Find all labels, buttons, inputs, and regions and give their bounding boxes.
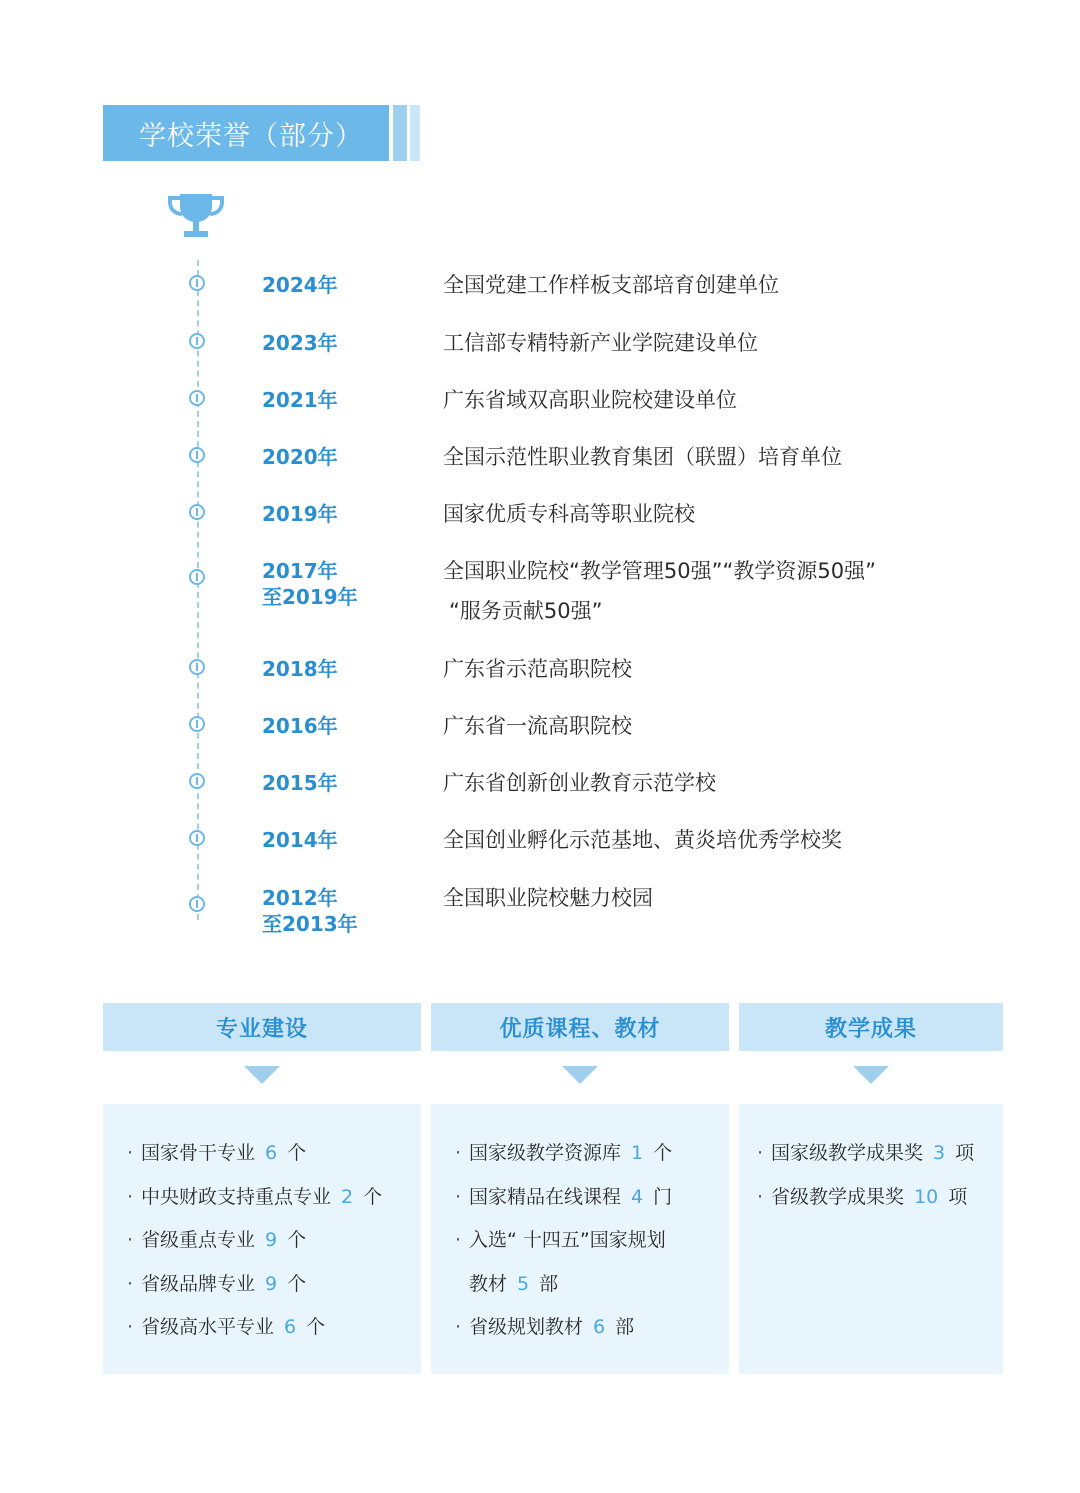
list-item bbox=[455, 1306, 729, 1350]
timeline-year bbox=[262, 444, 338, 470]
timeline-year-line: 2019年 bbox=[262, 502, 338, 526]
item-count: 5 bbox=[517, 1272, 530, 1295]
item-unit: 部 bbox=[615, 1316, 635, 1338]
title-stripe-decoration bbox=[410, 105, 420, 161]
item-unit: 项 bbox=[955, 1142, 975, 1164]
timeline-year bbox=[262, 501, 338, 527]
item-count: 6 bbox=[265, 1142, 278, 1164]
item-label: 省级品牌专业 bbox=[141, 1272, 256, 1295]
timeline-dot bbox=[189, 504, 205, 520]
timeline-dot bbox=[189, 390, 205, 406]
timeline-year bbox=[262, 387, 338, 413]
item-label: 省级高水平专业 bbox=[141, 1316, 275, 1338]
timeline-year bbox=[262, 272, 338, 298]
timeline-honor-line: 全国职业院校“教学管理50强”“教学资源50强” bbox=[443, 559, 876, 583]
timeline-dot bbox=[189, 447, 205, 463]
timeline-dot bbox=[189, 896, 205, 912]
timeline-year-line: 2014年 bbox=[262, 828, 338, 852]
item-unit: 项 bbox=[948, 1185, 968, 1208]
list-item bbox=[757, 1132, 1003, 1176]
list-item bbox=[455, 1263, 729, 1307]
timeline-honor-line: 广东省一流高职院校 bbox=[443, 714, 632, 738]
timeline-dot bbox=[189, 333, 205, 349]
list-item bbox=[455, 1219, 729, 1263]
bullet-icon: · bbox=[127, 1142, 134, 1164]
timeline-year-line: 至2019年 bbox=[262, 585, 358, 609]
timeline-honor-text bbox=[443, 820, 842, 860]
timeline-dot bbox=[189, 830, 205, 846]
timeline-honor-text bbox=[443, 706, 632, 746]
bullet-icon: · bbox=[455, 1185, 462, 1208]
item-count: 4 bbox=[631, 1185, 644, 1208]
timeline-dot bbox=[189, 716, 205, 732]
list-item bbox=[127, 1219, 421, 1263]
timeline-honor-text bbox=[443, 265, 779, 305]
item-unit: 门 bbox=[653, 1185, 673, 1208]
timeline-year-line: 2021年 bbox=[262, 388, 338, 412]
bullet-icon: · bbox=[127, 1316, 134, 1338]
timeline-honor-text bbox=[443, 878, 653, 918]
list-item bbox=[127, 1263, 421, 1307]
timeline-year bbox=[262, 558, 358, 610]
timeline-year bbox=[262, 827, 338, 853]
timeline-honor-line: “服务贡献50强” bbox=[449, 599, 603, 623]
list-item bbox=[455, 1176, 729, 1220]
timeline-year bbox=[262, 770, 338, 796]
column-header: 专业建设 bbox=[103, 1003, 421, 1051]
bullet-icon: · bbox=[455, 1229, 462, 1251]
timeline-year bbox=[262, 713, 338, 739]
column-header: 优质课程、教材 bbox=[431, 1003, 729, 1051]
item-label: 国家精品在线课程 bbox=[469, 1185, 622, 1208]
bullet-icon: · bbox=[127, 1229, 134, 1251]
timeline-line bbox=[197, 260, 199, 920]
list-item bbox=[127, 1306, 421, 1350]
down-arrow-icon bbox=[562, 1066, 598, 1084]
item-count: 1 bbox=[631, 1142, 644, 1164]
bullet-icon: · bbox=[127, 1272, 134, 1295]
item-unit: 个 bbox=[306, 1316, 326, 1338]
timeline-year-line: 2016年 bbox=[262, 714, 338, 738]
item-label: 省级教学成果奖 bbox=[771, 1185, 905, 1208]
timeline-honor-text bbox=[443, 494, 695, 534]
item-label: 中央财政支持重点专业 bbox=[141, 1185, 332, 1208]
item-count: 6 bbox=[593, 1316, 606, 1338]
item-label: 入选“ 十四五”国家规划 bbox=[469, 1229, 666, 1251]
timeline-honor-line: 全国创业孵化示范基地、黄炎培优秀学校奖 bbox=[443, 828, 842, 852]
title-stripe-decoration bbox=[393, 105, 407, 161]
column-header: 教学成果 bbox=[739, 1003, 1003, 1051]
item-label: 省级规划教材 bbox=[469, 1316, 584, 1338]
trophy-icon bbox=[166, 192, 226, 242]
down-arrow-icon bbox=[853, 1066, 889, 1084]
column-content bbox=[103, 1104, 421, 1374]
item-unit: 个 bbox=[653, 1142, 673, 1164]
item-label: 国家骨干专业 bbox=[141, 1142, 256, 1164]
timeline-dot bbox=[189, 275, 205, 291]
timeline-dot bbox=[189, 659, 205, 675]
timeline-honor-text bbox=[443, 763, 716, 803]
list-item bbox=[127, 1132, 421, 1176]
timeline-year-line: 2017年 bbox=[262, 559, 338, 583]
item-unit: 个 bbox=[287, 1229, 307, 1251]
item-unit: 个 bbox=[363, 1185, 383, 1208]
timeline-honor-line: 全国党建工作样板支部培育创建单位 bbox=[443, 273, 779, 297]
timeline-honor-line: 全国职业院校魅力校园 bbox=[443, 886, 653, 910]
timeline-honor-text bbox=[443, 380, 737, 420]
item-label: 国家级教学成果奖 bbox=[771, 1142, 924, 1164]
bullet-icon: · bbox=[757, 1185, 764, 1208]
timeline-year bbox=[262, 330, 338, 356]
item-count: 2 bbox=[341, 1185, 354, 1208]
timeline-honor-line: 工信部专精特新产业学院建设单位 bbox=[443, 331, 758, 355]
timeline-honor-text bbox=[443, 323, 758, 363]
bullet-icon: · bbox=[757, 1142, 764, 1164]
timeline-year-line: 2018年 bbox=[262, 657, 338, 681]
bullet-icon: · bbox=[455, 1142, 462, 1164]
list-item bbox=[757, 1176, 1003, 1220]
column-content bbox=[739, 1104, 1003, 1374]
timeline-honor-line: 国家优质专科高等职业院校 bbox=[443, 502, 695, 526]
item-unit: 部 bbox=[539, 1272, 559, 1295]
list-item bbox=[127, 1176, 421, 1220]
column-content bbox=[431, 1104, 729, 1374]
item-label: 省级重点专业 bbox=[141, 1229, 256, 1251]
bullet-icon: · bbox=[127, 1185, 134, 1208]
timeline-year-line: 2024年 bbox=[262, 273, 338, 297]
timeline-year-line: 2015年 bbox=[262, 771, 338, 795]
item-unit: 个 bbox=[287, 1272, 307, 1295]
timeline-year-line: 2023年 bbox=[262, 331, 338, 355]
timeline-honor-text bbox=[443, 437, 842, 477]
timeline-year-line: 2020年 bbox=[262, 445, 338, 469]
down-arrow-icon bbox=[244, 1066, 280, 1084]
bullet-icon: · bbox=[455, 1316, 462, 1338]
timeline-honor-line: 广东省示范高职院校 bbox=[443, 657, 632, 681]
item-count: 3 bbox=[933, 1142, 946, 1164]
item-label: 国家级教学资源库 bbox=[469, 1142, 622, 1164]
timeline-honor-text bbox=[443, 649, 632, 689]
section-title: 学校荣誉（部分） bbox=[103, 105, 389, 161]
item-unit: 个 bbox=[287, 1142, 307, 1164]
timeline-honor-line: 广东省创新创业教育示范学校 bbox=[443, 771, 716, 795]
item-count: 9 bbox=[265, 1229, 278, 1251]
item-count: 6 bbox=[284, 1316, 297, 1338]
item-label: 教材 bbox=[469, 1272, 508, 1295]
timeline-dot bbox=[189, 773, 205, 789]
timeline-honor-line: 广东省域双高职业院校建设单位 bbox=[443, 388, 737, 412]
timeline-honor-text bbox=[443, 551, 876, 631]
list-item bbox=[455, 1132, 729, 1176]
timeline-year-line: 2012年 bbox=[262, 886, 338, 910]
timeline-honor-line: 全国示范性职业教育集团（联盟）培育单位 bbox=[443, 445, 842, 469]
item-count: 10 bbox=[914, 1185, 939, 1208]
item-count: 9 bbox=[265, 1272, 278, 1295]
timeline-year-line: 至2013年 bbox=[262, 912, 358, 936]
timeline-year bbox=[262, 885, 358, 937]
timeline-year bbox=[262, 656, 338, 682]
timeline-dot bbox=[189, 569, 205, 585]
